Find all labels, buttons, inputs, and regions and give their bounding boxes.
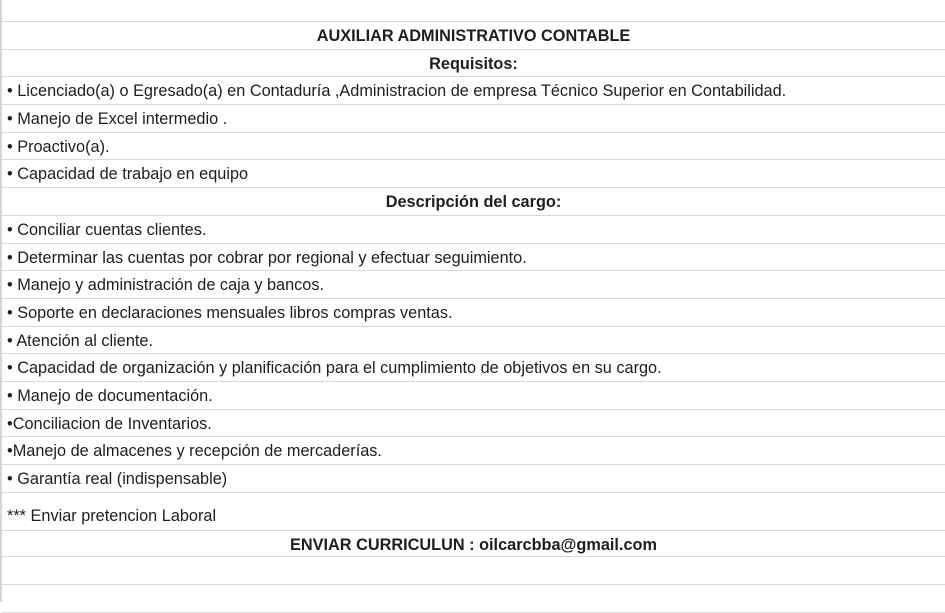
- description-item: • Manejo y administración de caja y bancos.: [2, 271, 945, 299]
- requirement-item: • Proactivo(a).: [2, 133, 945, 161]
- description-item: • Capacidad de organización y planificación para el cumplimiento de objetivos en su cargo.: [2, 354, 945, 382]
- empty-row: [2, 0, 945, 22]
- empty-row: [2, 557, 945, 585]
- salary-note: *** Enviar pretencion Laboral: [2, 493, 945, 531]
- job-title: AUXILIAR ADMINISTRATIVO CONTABLE: [2, 22, 945, 50]
- description-item: • Soporte en declaraciones mensuales libros compras ventas.: [2, 299, 945, 327]
- requirement-item: • Manejo de Excel intermedio .: [2, 105, 945, 133]
- contact-line: ENVIAR CURRICULUN : oilcarcbba@gmail.com: [2, 531, 945, 557]
- requirements-heading: Requisitos:: [2, 50, 945, 78]
- description-item: •Manejo de almacenes y recepción de mercaderías.: [2, 437, 945, 465]
- requirement-item: • Capacidad de trabajo en equipo: [2, 160, 945, 188]
- description-item: • Manejo de documentación.: [2, 382, 945, 410]
- description-item: • Determinar las cuentas por cobrar por regional y efectuar seguimiento.: [2, 244, 945, 272]
- description-item: • Atención al cliente.: [2, 327, 945, 355]
- requirement-item: • Licenciado(a) o Egresado(a) en Contaduría ,Administracion de empresa Técnico Superior en Contabilidad.: [2, 77, 945, 105]
- description-heading: Descripción del cargo:: [2, 188, 945, 216]
- description-item: • Conciliar cuentas clientes.: [2, 216, 945, 244]
- description-item: • Garantía real (indispensable): [2, 465, 945, 493]
- description-item: •Conciliacion de Inventarios.: [2, 410, 945, 438]
- empty-row: [2, 585, 945, 613]
